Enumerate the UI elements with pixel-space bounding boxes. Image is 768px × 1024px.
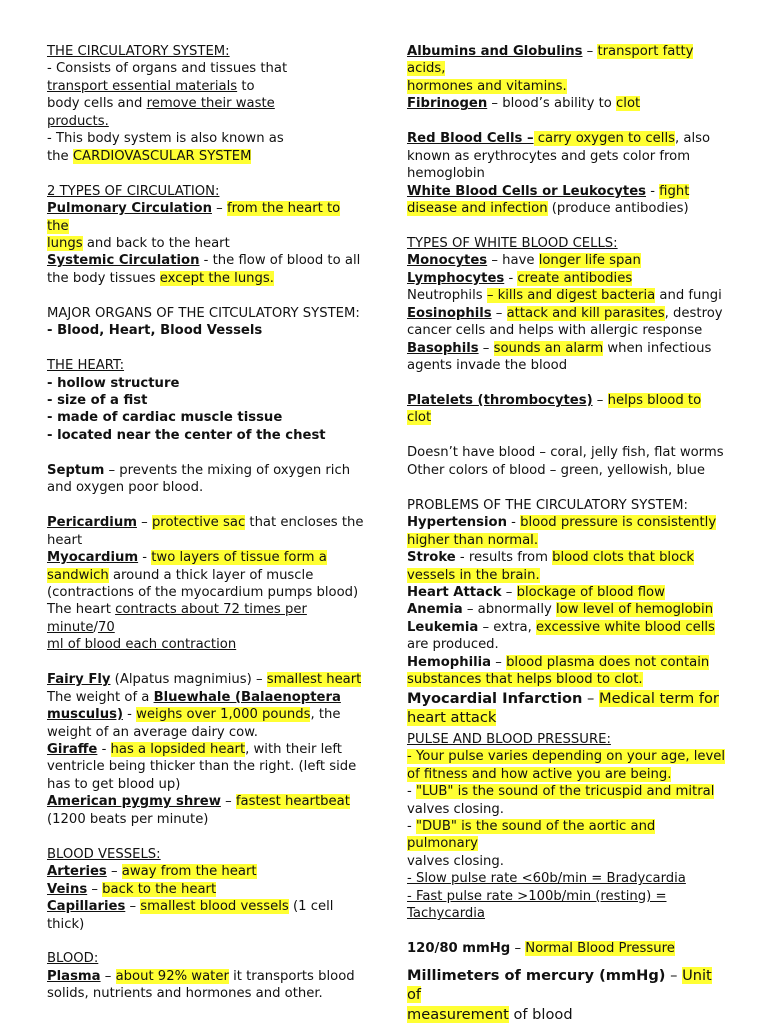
pygmy-shrew-line-1: American pygmy shrew – fastest heartbeat	[47, 794, 350, 810]
giraffe-line-2: ventricle being thicker than the right. (left side	[47, 759, 357, 775]
pericardium-line-2: heart	[47, 532, 83, 548]
major-organs-heading: MAJOR ORGANS OF THE CITCULATORY SYSTEM:	[47, 305, 360, 321]
myocardial-infarction-line-1: Myocardial Infarction – Medical term for	[407, 689, 719, 707]
slow-pulse-line: - Slow pulse rate <60b/min = Bradycardia	[407, 871, 686, 887]
white-cell-types-heading: TYPES OF WHITE BLOOD CELLS:	[407, 235, 618, 251]
hemophilia-line-2: substances that helps blood to clot.	[407, 672, 643, 688]
anemia-line: Anemia – abnormally low level of hemoglobin	[407, 602, 714, 618]
myocardial-infarction-line-2: heart attack	[407, 709, 497, 727]
pulmonary-line-2: lungs and back to the heart	[47, 235, 230, 251]
pulse-line-1: - Your pulse varies depending on your age, level	[407, 749, 726, 765]
heart-fact-1: - hollow structure	[47, 375, 180, 391]
circulatory-line-6: the CARDIOVASCULAR SYSTEM	[47, 148, 252, 164]
heart-heading: THE HEART:	[47, 358, 125, 374]
heart-fact-3: - made of cardiac muscle tissue	[47, 410, 283, 426]
pulse-heading: PULSE AND BLOOD PRESSURE:	[407, 731, 611, 747]
fibrinogen-line: Fibrinogen – blood’s ability to clot	[407, 96, 641, 112]
mmhg-line-2: measurement of blood	[407, 1005, 573, 1023]
heart-fact-4: - located near the center of the chest	[47, 427, 326, 443]
plasma-line-1: Plasma – about 92% water it transports blood	[47, 968, 355, 984]
heart-fact-2: - size of a fist	[47, 393, 148, 409]
myocardium-line-5: ml of blood each contraction	[47, 637, 237, 653]
pulmonary-line-1: Pulmonary Circulation – from the heart to the	[47, 201, 341, 234]
platelets-line: Platelets (thrombocytes) – helps blood to clot	[407, 393, 702, 426]
no-blood-line: Doesn’t have blood – coral, jelly fish, flat worms	[407, 445, 724, 461]
circulatory-line-2: transport essential materials to	[47, 78, 255, 94]
bluewhale-line-1: The weight of a Bluewhale (Balaenoptera	[47, 689, 341, 705]
heart-attack-line: Heart Attack – blockage of blood flow	[407, 584, 665, 600]
normal-bp-line: 120/80 mmHg – Normal Blood Pressure	[407, 941, 675, 957]
bluewhale-line-2: musculus) - weighs over 1,000 pounds, the	[47, 707, 341, 723]
white-blood-cells-line-1: White Blood Cells or Leukocytes - fight	[407, 183, 690, 199]
pericardium-line-1: Pericardium – protective sac that encloses the	[47, 515, 364, 531]
mmhg-line-1: Millimeters of mercury (mmHg) – Unit of	[407, 966, 712, 1004]
hypertension-line-1: Hypertension - blood pressure is consistently	[407, 515, 717, 531]
circulatory-line-1: - Consists of organs and tissues that	[47, 61, 288, 77]
monocytes-line: Monocytes – have longer life span	[407, 253, 641, 269]
giraffe-line-3: has to get blood up)	[47, 776, 181, 792]
white-blood-cells-line-2: disease and infection (produce antibodies)	[407, 201, 689, 217]
myocardium-line-1: Myocardium - two layers of tissue form a	[47, 550, 327, 566]
circulatory-line-4: products.	[47, 113, 109, 129]
lymphocytes-line: Lymphocytes - create antibodies	[407, 270, 633, 286]
stroke-line-1: Stroke - results from blood clots that block	[407, 550, 695, 566]
dub-line-2: valves closing.	[407, 853, 504, 869]
myocardium-line-4: The heart contracts about 72 times per minute/70	[47, 602, 307, 635]
right-column	[407, 43, 727, 1024]
arteries-line: Arteries – away from the heart	[47, 864, 257, 880]
fast-pulse-line-2: Tachycardia	[407, 906, 486, 922]
pygmy-shrew-line-2: (1200 beats per minute)	[47, 811, 209, 827]
giraffe-line-1: Giraffe - has a lopsided heart, with their left	[47, 742, 342, 758]
pulse-line-2: of fitness and how active you are being.	[407, 766, 672, 782]
septum-line-1: Septum – prevents the mixing of oxygen rich	[47, 462, 351, 478]
lub-line-1: - "LUB" is the sound of the tricuspid and mitral	[407, 784, 715, 800]
blood-colors-line: Other colors of blood – green, yellowish, blue	[407, 462, 705, 478]
eosinophils-line-2: cancer cells and helps with allergic response	[407, 323, 703, 339]
basophils-line-1: Basophils – sounds an alarm when infectious	[407, 340, 712, 356]
problems-heading: PROBLEMS OF THE CIRCULATORY SYSTEM:	[407, 497, 688, 513]
red-blood-cells-line-2: known as erythrocytes and gets color from	[407, 148, 691, 164]
dub-line-1: - "DUB" is the sound of the aortic and pulmonary	[407, 818, 656, 852]
plasma-line-2: solids, nutrients and hormones and other.	[47, 986, 323, 1002]
circulatory-system-heading: THE CIRCULATORY SYSTEM:	[47, 44, 230, 59]
fairy-fly-line: Fairy Fly (Alpatus magnimius) – smallest heart	[47, 672, 362, 688]
circulatory-line-5: - This body system is also known as	[47, 131, 284, 147]
veins-line: Veins – back to the heart	[47, 881, 217, 897]
neutrophils-line: Neutrophils – kills and digest bacteria and fungi	[407, 288, 722, 304]
myocardium-line-2: sandwich around a thick layer of muscle	[47, 567, 314, 583]
left-column	[47, 43, 365, 1003]
fast-pulse-line-1: - Fast pulse rate >100b/min (resting) =	[407, 888, 667, 904]
blood-vessels-heading: BLOOD VESSELS:	[47, 846, 161, 862]
bluewhale-line-3: weight of an average dairy cow.	[47, 724, 258, 740]
albumins-line-1: Albumins and Globulins – transport fatty acids,	[407, 44, 694, 77]
stroke-line-2: vessels in the brain.	[407, 567, 540, 583]
hemophilia-line-1: Hemophilia – blood plasma does not contain	[407, 654, 710, 670]
albumins-line-2: hormones and vitamins.	[407, 78, 567, 94]
red-blood-cells-line-1: Red Blood Cells – carry oxygen to cells, also	[407, 131, 711, 147]
major-organs-list: - Blood, Heart, Blood Vessels	[47, 323, 263, 339]
basophils-line-2: agents invade the blood	[407, 358, 568, 374]
capillaries-line: Capillaries – smallest blood vessels (1 cell thick)	[47, 899, 334, 932]
blood-heading: BLOOD:	[47, 951, 99, 967]
systemic-line-2: the body tissues except the lungs.	[47, 270, 274, 286]
leukemia-line-2: are produced.	[407, 637, 499, 653]
leukemia-line-1: Leukemia – extra, excessive white blood cells	[407, 619, 715, 635]
septum-line-2: and oxygen poor blood.	[47, 480, 204, 496]
systemic-line-1: Systemic Circulation - the flow of blood to all	[47, 253, 361, 269]
hypertension-line-2: higher than normal.	[407, 532, 539, 548]
lub-line-2: valves closing.	[407, 801, 504, 817]
red-blood-cells-line-3: hemoglobin	[407, 166, 485, 182]
eosinophils-line-1: Eosinophils – attack and kill parasites, destroy	[407, 305, 723, 321]
types-of-circulation-heading: 2 TYPES OF CIRCULATION:	[47, 183, 220, 199]
circulatory-line-3: body cells and remove their waste	[47, 96, 275, 112]
myocardium-line-3: (contractions of the myocardium pumps blood)	[47, 584, 359, 600]
